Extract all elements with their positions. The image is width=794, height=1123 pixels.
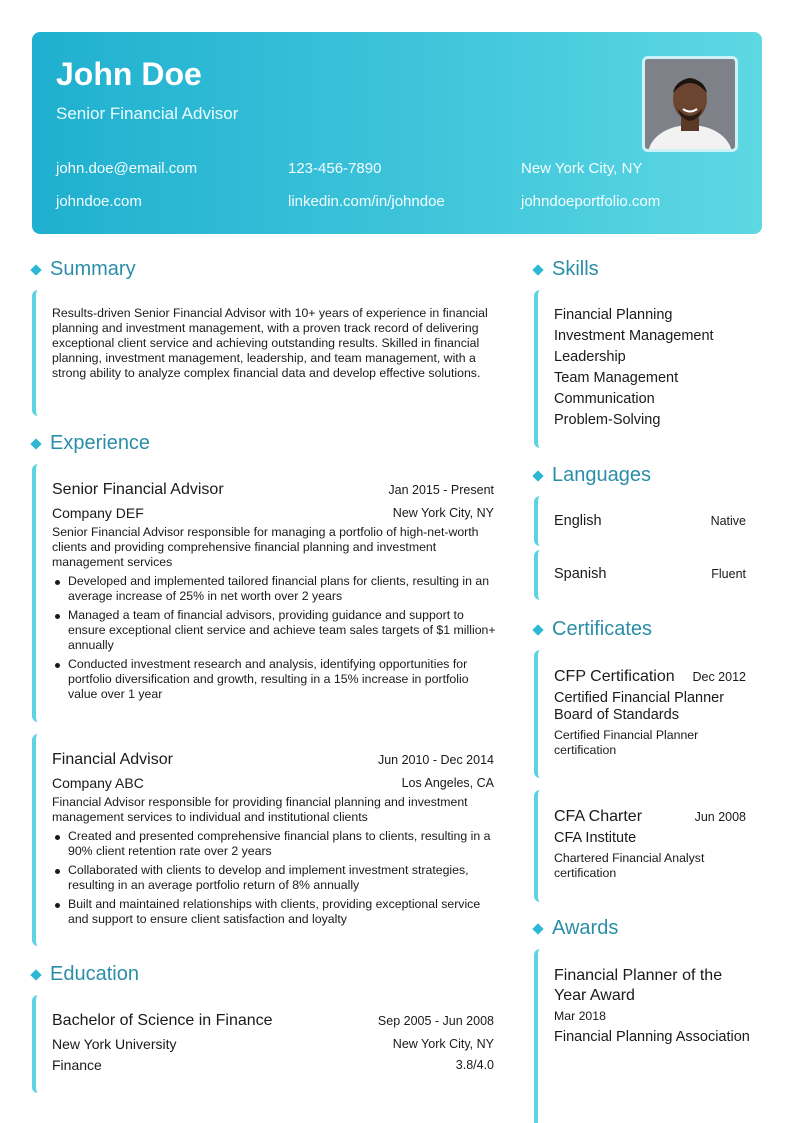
skills-heading (532, 258, 599, 281)
job-title: Financial Advisor (52, 751, 173, 768)
skill-item: Leadership (554, 349, 626, 365)
skill-item: Communication (554, 391, 655, 407)
certificate-title: CFA Charter (554, 808, 643, 825)
email-link[interactable]: john.doe@email.com (56, 160, 198, 177)
certificate-issuer: Certified Financial Planner Board of Standards (554, 690, 725, 723)
website-link[interactable]: johndoe.com (56, 193, 142, 210)
job-location: Los Angeles, CA (401, 776, 494, 790)
diamond-icon (532, 624, 543, 635)
education-location: New York City, NY (392, 1037, 494, 1051)
award-date: Mar 2018 (554, 1009, 606, 1023)
education-heading (30, 963, 139, 986)
awards-heading-text: Awards (552, 917, 619, 939)
skills-heading-text: Skills (552, 258, 599, 280)
degree: Bachelor of Science in Finance (52, 1012, 273, 1029)
resume-header (32, 32, 762, 234)
certificate-date: Dec 2012 (692, 670, 746, 684)
profile-photo (642, 56, 738, 152)
list-item: Built and maintained relationships with clients, providing exceptional service and support to ensure client satisfaction and loyalty (52, 897, 496, 927)
job-company: Company ABC (52, 775, 144, 791)
diamond-icon (30, 969, 41, 980)
portfolio-link[interactable]: johndoeportfolio.com (521, 193, 661, 210)
language-name: English (554, 513, 602, 529)
job-date: Jun 2010 - Dec 2014 (377, 753, 494, 767)
list-item: Developed and implemented tailored financial plans for clients, resulting in an average increase of 25% in net worth over 2 years (52, 574, 496, 604)
list-item: Conducted investment research and analysis, identifying opportunities for portfolio diversification and growth, resulting in a 15% increase in portfolio value over 1 year (52, 657, 496, 702)
certificates-heading-text: Certificates (552, 618, 653, 640)
education-heading-text: Education (50, 963, 139, 985)
summary-heading-text: Summary (50, 258, 136, 280)
diamond-icon (532, 264, 543, 275)
skill-item: Team Management (554, 370, 679, 386)
list-item: Created and presented comprehensive financial plans to clients, resulting in a 90% client retention rate over 2 years (52, 829, 496, 859)
certificate-date: Jun 2008 (694, 810, 746, 824)
list-item: Managed a team of financial advisors, providing guidance and support to ensure exceptional client service and achieve team sales targets of $1 million+ annually (52, 608, 496, 653)
certificates-heading (532, 618, 652, 641)
language-level: Native (710, 514, 746, 528)
education-date: Sep 2005 - Jun 2008 (377, 1014, 494, 1028)
certificate-description: Chartered Financial Analyst certification (554, 851, 705, 880)
diamond-icon (30, 438, 41, 449)
summary-text: Results-driven Senior Financial Advisor with 10+ years of experience in financial planning and investment management, with a proven track record of delivering exceptional client service and achieving outstanding results. Skilled in financial planning, investment management, leadership, and team management, with a strong ability to analyze complex financial data and develop effective solutions. (52, 306, 488, 380)
certificate-issuer: CFA Institute (554, 830, 637, 846)
languages-heading (532, 464, 651, 487)
skill-item: Financial Planning (554, 307, 673, 323)
job-title: Senior Financial Advisor (52, 481, 224, 498)
experience-heading (30, 432, 150, 455)
job-description: Senior Financial Advisor responsible for managing a portfolio of high-net-worth clients and providing comprehensive financial planning and investment management services (52, 525, 479, 569)
candidate-title: Senior Financial Advisor (56, 104, 239, 123)
list-item: Collaborated with clients to develop and implement investment strategies, resulting in an average portfolio return of 8% annually (52, 863, 496, 893)
diamond-icon (30, 264, 41, 275)
job-description: Financial Advisor responsible for providing financial planning and investment management services to individual and institutional clients (52, 795, 468, 824)
languages-heading-text: Languages (552, 464, 651, 486)
summary-heading (30, 258, 136, 281)
candidate-name: John Doe (56, 56, 202, 92)
awards-heading (532, 917, 618, 940)
experience-heading-text: Experience (50, 432, 151, 454)
field-of-study: Finance (52, 1057, 102, 1073)
diamond-icon (532, 923, 543, 934)
school: New York University (52, 1036, 177, 1052)
certificate-title: CFP Certification (554, 668, 675, 685)
job-date: Jan 2015 - Present (388, 483, 494, 497)
phone-number[interactable]: 123-456-7890 (288, 160, 382, 177)
linkedin-link[interactable]: linkedin.com/in/johndoe (288, 193, 445, 210)
job-bullets (52, 829, 496, 931)
award-title: Financial Planner of the Year Award (554, 967, 723, 1004)
job-bullets (52, 574, 496, 706)
award-issuer: Financial Planning Association (554, 1029, 750, 1045)
certificate-description: Certified Financial Planner certification (554, 728, 699, 757)
language-level: Fluent (711, 567, 746, 581)
location: New York City, NY (521, 160, 643, 177)
job-company: Company DEF (52, 505, 144, 521)
skill-item: Problem-Solving (554, 412, 661, 428)
job-location: New York City, NY (392, 506, 494, 520)
diamond-icon (532, 470, 543, 481)
gpa: 3.8/4.0 (455, 1058, 494, 1072)
language-name: Spanish (554, 566, 607, 582)
skill-item: Investment Management (554, 328, 714, 344)
